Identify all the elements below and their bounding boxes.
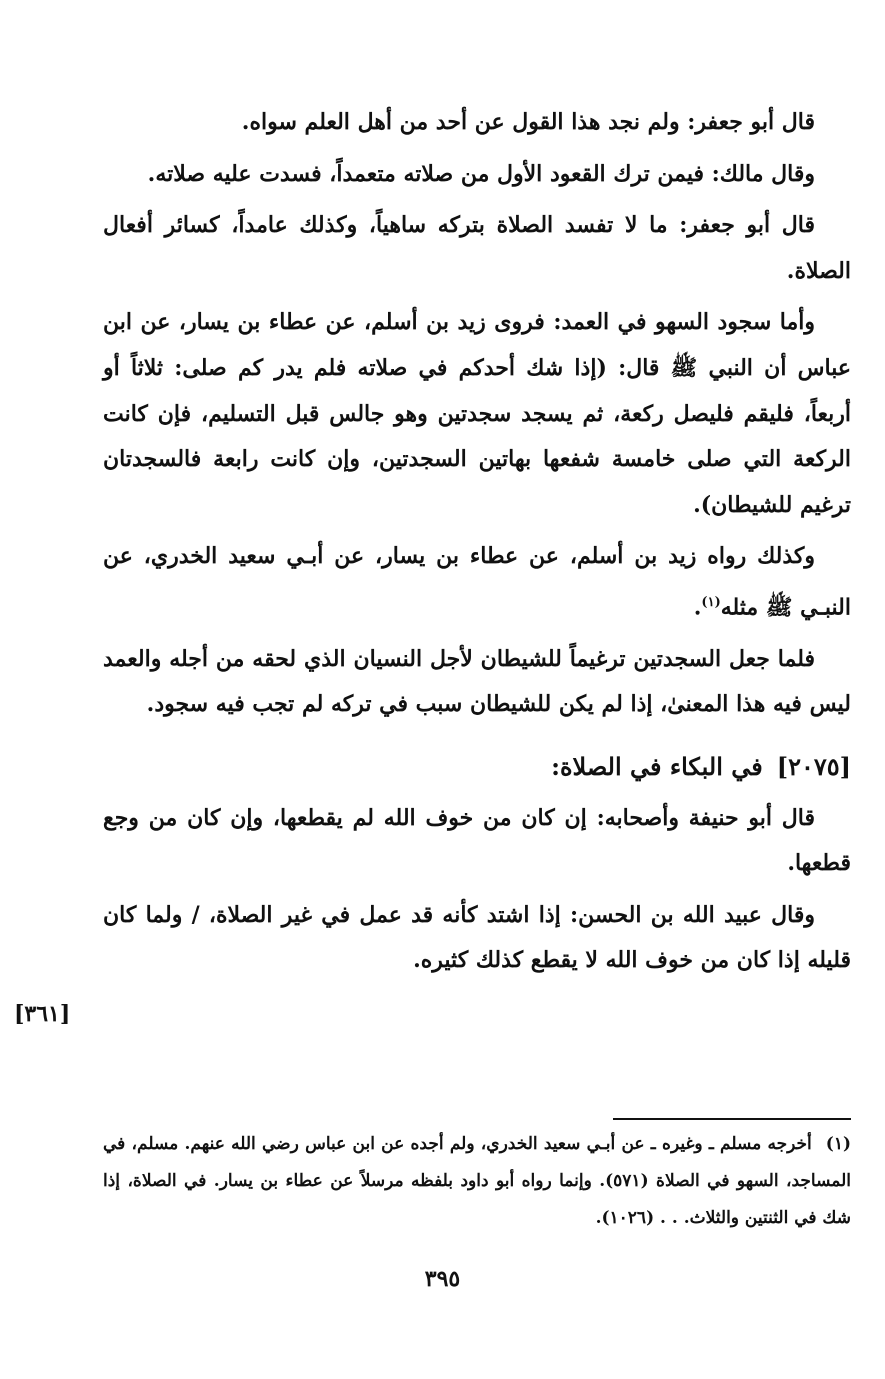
paragraph <box>103 534 851 631</box>
footnote-divider <box>613 1118 851 1120</box>
footnote-reference: (١) <box>701 594 721 610</box>
paragraph: قال أبو حنيفة وأصحابه: إن كان من خوف الله لم يقطعها، وإن كان من وجع قطعها. <box>103 804 851 877</box>
paragraph: قال أبو جعفر: ولم نجد هذا القول عن أحد من أهل العلم سواه. <box>241 109 815 135</box>
paragraph: قال أبو جعفر: ما لا تفسد الصلاة بتركه ساهياً، وكذلك عامداً، كسائر أفعال الصلاة. <box>103 212 851 284</box>
paragraph-end: . <box>693 594 702 621</box>
footnote-mark: (١) <box>825 1134 851 1154</box>
paragraph-text: وكذلك رواه زيد بن أسلم، عن عطاء بن يسار، عن أبـي سعيد الخدري، عن النبـي ﷺ مثله <box>103 543 851 621</box>
paragraph: فلما جعل السجدتين ترغيماً للشيطان لأجل النسيان الذي لحقه من أجله والعمد ليس فيه هذا المعنىٰ، إذا لم يكن للشيطان سبب في تركه لم تجب فيه سجود. <box>103 645 851 718</box>
page-number: ٣٩٥ <box>424 1266 461 1292</box>
section-heading <box>103 744 851 790</box>
paragraph: وأما سجود السهو في العمد: فروى زيد بن أسلم، عن عطاء بن يسار، عن ابن عباس أن النبي ﷺ قال: (إذا شك أحدكم في صلاته فلم يدر كم صلى: ثلاثاً أو أربعاً، فليقم فليصل ركعة، ثم يسجد سجدتين وهو جالس قبل التسليم، فإن كانت الركعة التي صلى خامسة شفعها بهاتين السجدتين، وإن كانت رابعة فالسجدتان ترغيم للشيطان). <box>103 309 851 518</box>
footnote-text: أخرجه مسلم ـ وغيره ـ عن أبـي سعيد الخدري، ولم أجده عن ابن عباس رضي الله عنهم. مسلم، في المساجد، السهو في الصلاة (٥٧١). وإنما رواه أبو داود بلفظه مرسلاً عن عطاء بن يسار. في الصلاة، إذا شك في الثنتين والثلاث. . . (١٠٢٦). <box>103 1134 852 1228</box>
paragraph: وقال مالك: فيمن ترك القعود الأول من صلاته متعمداً، فسدت عليه صلاته. <box>147 160 815 187</box>
section-number: [٢٠٧٥] <box>776 752 851 782</box>
paragraph: وقال عبيد الله بن الحسن: إذا اشتد كأنه قد عمل في غير الصلاة، / ولما كان قليله إذا كان من خوف الله لا يقطع كذلك كثيره. <box>103 901 851 974</box>
main-text <box>103 100 851 990</box>
footnotes <box>103 1126 851 1237</box>
section-title: في البكاء في الصلاة: <box>551 752 763 782</box>
margin-page-reference: [٣٦١] <box>14 1001 71 1027</box>
